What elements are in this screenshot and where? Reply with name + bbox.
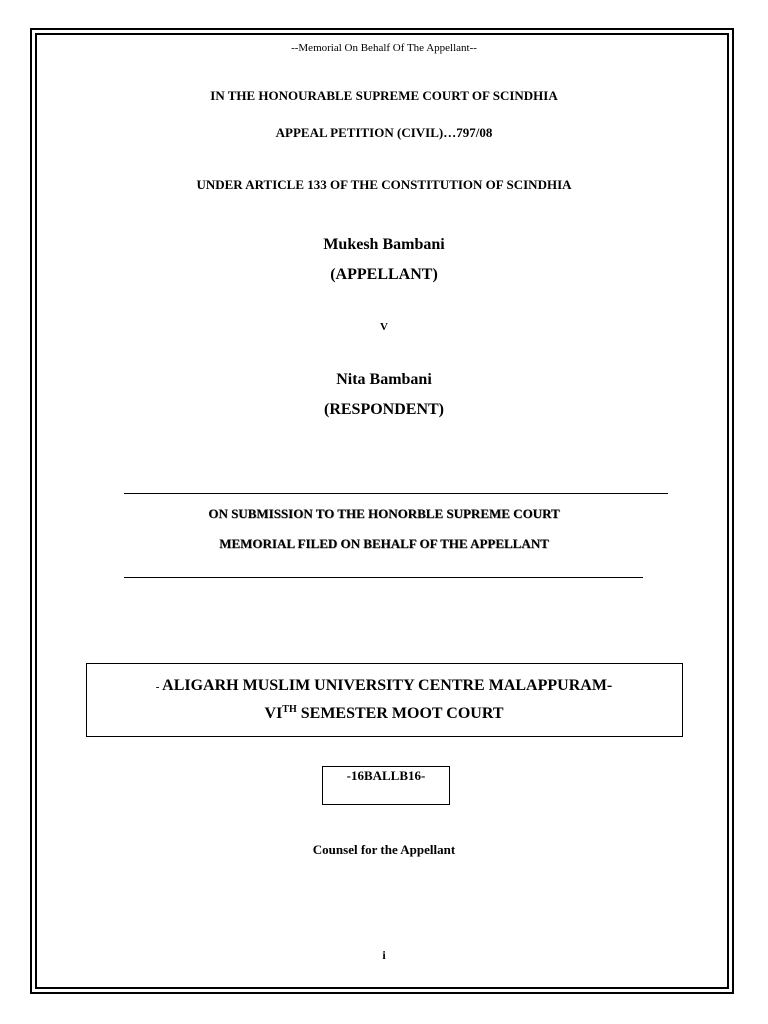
university-line-1: ALIGARH MUSLIM UNIVERSITY CENTRE MALAPPURAM- — [162, 677, 613, 694]
divider-bottom — [124, 577, 643, 578]
respondent-name: Nita Bambani — [336, 371, 432, 388]
petition-number: APPEAL PETITION (CIVIL)…797/08 — [275, 125, 493, 140]
respondent-role: (RESPONDENT) — [323, 401, 444, 418]
article-reference: UNDER ARTICLE 133 OF THE CONSTITUTION OF SCINDHIA — [196, 177, 572, 192]
semester-text: SEMESTER MOOT COURT — [296, 705, 504, 722]
counsel-label: Counsel for the Appellant — [312, 842, 456, 857]
court-title: IN THE HONOURABLE SUPREME COURT OF SCINDHIA — [210, 88, 558, 103]
submission-heading: ON SUBMISSION TO THE HONORBLE SUPREME COURT — [208, 506, 560, 521]
divider-top — [124, 493, 668, 494]
semester-line — [0, 704, 768, 723]
university-box — [86, 663, 683, 737]
university-name — [0, 677, 768, 695]
memorial-heading: MEMORIAL FILED ON BEHALF OF THE APPELLANT — [219, 536, 549, 551]
running-header: --Memorial On Behalf Of The Appellant-- — [291, 42, 477, 54]
versus-label: V — [380, 321, 388, 333]
appellant-role: (APPELLANT) — [330, 266, 438, 283]
university-prefix: - — [155, 681, 163, 693]
appellant-name: Mukesh Bambani — [323, 236, 445, 253]
page-number: i — [382, 948, 386, 962]
semester-number: VI — [264, 705, 283, 722]
team-code-box: -16BALLB16- — [322, 766, 450, 805]
semester-ordinal: TH — [282, 704, 297, 715]
